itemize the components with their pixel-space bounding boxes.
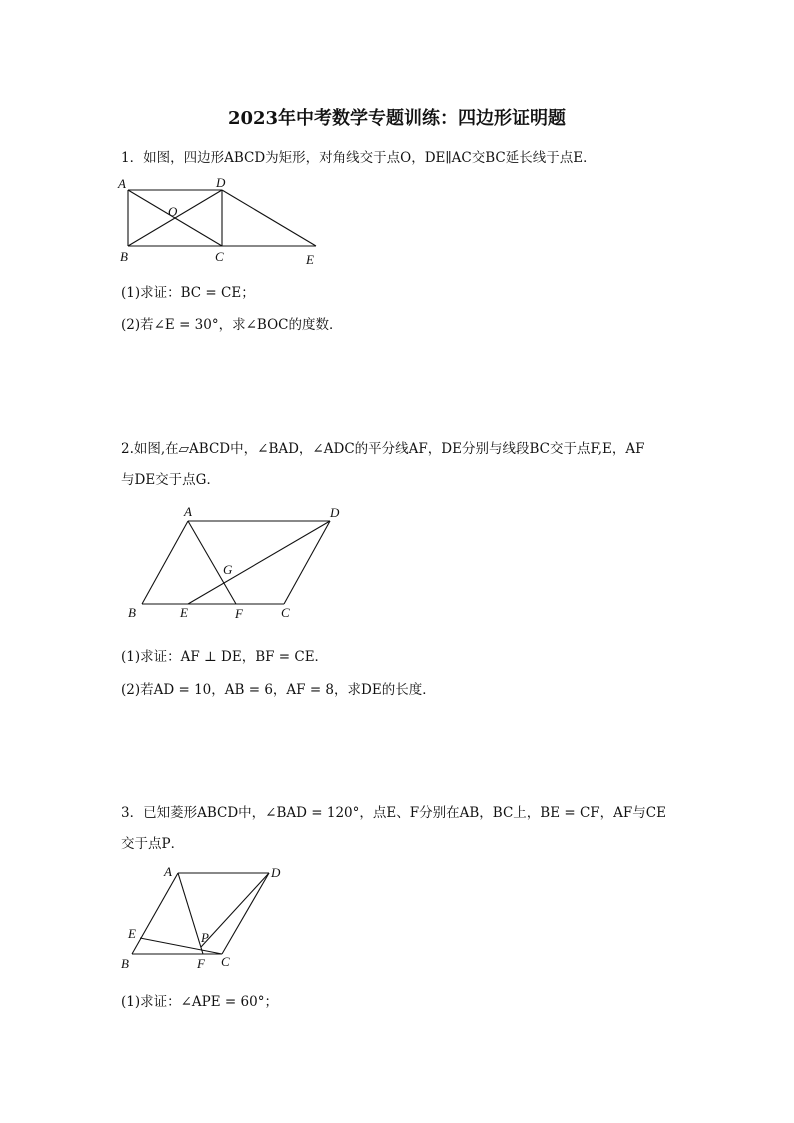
label-c: C [221, 954, 230, 969]
problem-3-stem-line-1: 3．已知菱形ABCD中，∠BAD = 120°，点E、F分别在AB，BC上，BE = CF，AF与CE [121, 805, 666, 821]
label-b: B [120, 249, 128, 264]
label-e: E [128, 926, 136, 941]
problem-1-figure [110, 170, 340, 270]
problem-2-stem-line-2: 与DE交于点G． [121, 472, 220, 488]
label-g: G [223, 562, 233, 577]
problem-3-part-1: (1)求证：∠APE = 60°； [121, 994, 278, 1010]
problem-2-figure [120, 500, 360, 625]
segment-af [178, 873, 203, 954]
page-title: 2023年中考数学专题训练：四边形证明题 [227, 108, 567, 129]
parallelogram-abcd [142, 521, 330, 604]
problem-2-stem-line-1: 2.如图,在▱ABCD中，∠BAD，∠ADC的平分线AF，DE分别与线段BC交于点F,E，AF [121, 441, 645, 457]
label-f: F [235, 606, 243, 621]
label-d: D [271, 865, 281, 880]
problem-1-stem: 1．如图，四边形ABCD为矩形，对角线交于点O，DE∥AC交BC延长线于点E． [121, 150, 597, 166]
segment-pd [201, 873, 269, 947]
label-b: B [128, 605, 136, 620]
bisector-de [188, 521, 330, 604]
problem-2-part-1: (1)求证：AF ⊥ DE，BF = CE． [121, 649, 329, 665]
label-a: A [118, 176, 126, 191]
label-f: F [197, 956, 205, 971]
label-a: A [184, 504, 192, 519]
problem-3-figure [115, 860, 295, 975]
label-b: B [121, 956, 129, 971]
label-d: D [330, 505, 340, 520]
label-c: C [281, 605, 290, 620]
label-p: P [201, 930, 209, 945]
label-e: E [180, 605, 188, 620]
label-e: E [306, 252, 314, 267]
problem-3-stem-line-2: 交于点P． [121, 836, 185, 852]
problem-2-part-2: (2)若AD = 10，AB = 6，AF = 8，求DE的长度． [121, 682, 436, 698]
label-c: C [215, 249, 224, 264]
problem-1-part-2: (2)若∠E = 30°，求∠BOC的度数． [121, 317, 343, 333]
label-o: O [168, 204, 178, 219]
segment-de [222, 190, 316, 246]
problem-1-part-1: (1)求证：BC = CE； [121, 285, 255, 301]
segment-ce [140, 938, 222, 954]
label-d: D [216, 175, 226, 190]
label-a: A [164, 864, 172, 879]
